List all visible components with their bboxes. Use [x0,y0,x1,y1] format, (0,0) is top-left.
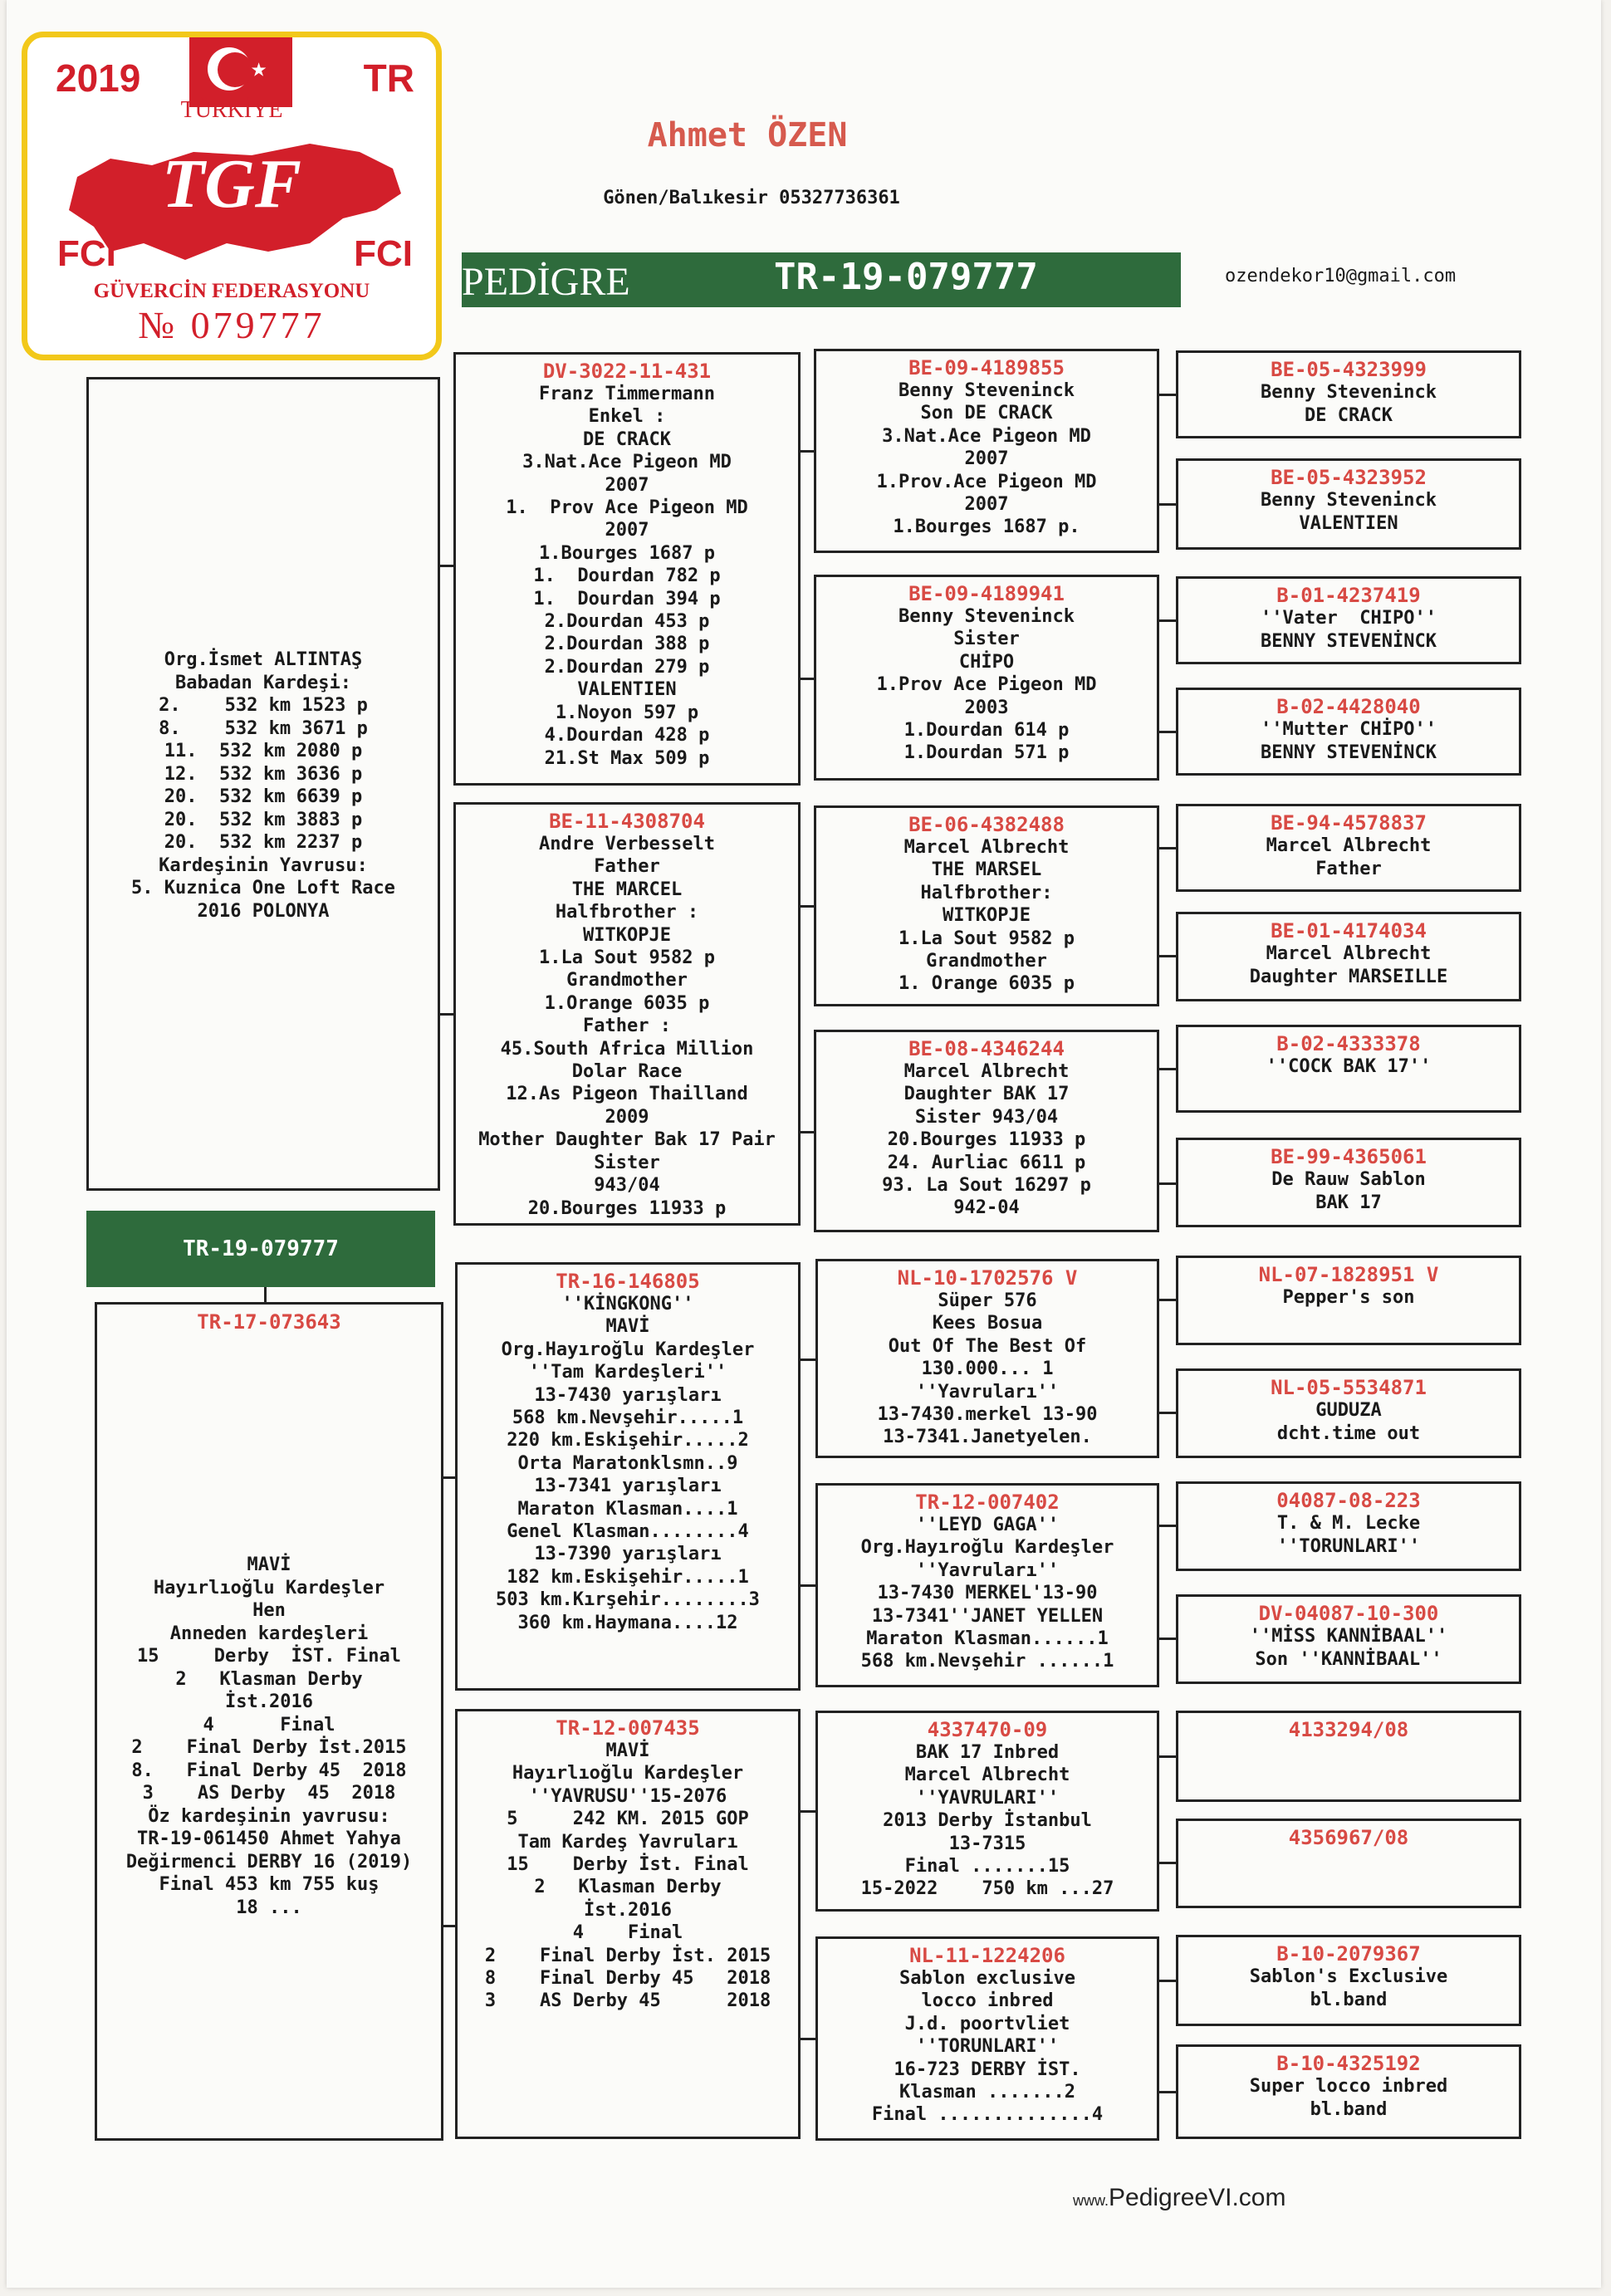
connector [440,565,455,567]
gen4-ring: BE-05-4323952 [1271,466,1427,489]
gen2-line: 220 km.Eskişehir.....2 [507,1430,749,1452]
gen2-line: 2 Klasman Derby [534,1877,722,1898]
footer-brand-name: PedigreeVI.com [1109,2184,1286,2211]
gen4-line: Benny Steveninck [1261,382,1437,403]
gen4-box-8 [1176,1256,1521,1345]
subject-info-line: 20. 532 km 6639 p [164,786,363,807]
subject-info-line: 11. 532 km 2080 p [164,741,363,761]
gen2-line: 1. Prov Ace Pigeon MD [506,497,748,519]
gen4-box-3 [1176,688,1521,776]
gen4-line: Father [1315,859,1382,879]
gen4-line: Marcel Albrecht [1266,835,1432,856]
gen2-ring: TR-12-007435 [556,1716,700,1740]
gen3-line: 13-7430 MERKEL'13-90 [877,1583,1098,1604]
gen4-box-4 [1176,804,1521,892]
gen3-line: Org.Hayıroğlu Kardeşler [860,1537,1114,1559]
gen2-line: Father [594,856,660,878]
gen3-line: 2007 [964,448,1009,470]
badge-year: 2019 [56,56,141,100]
connector [440,1013,455,1016]
gen2-line: 5 242 KM. 2015 GOP [507,1809,749,1830]
gen3-line: ''YAVRULARI'' [915,1787,1060,1809]
gen3-line: 13-7315 [948,1833,1026,1854]
gen2-box-1 [453,802,801,1226]
gen2-line: Hayırlıoğlu Kardeşler [512,1763,744,1784]
gen3-box-4 [815,1259,1159,1458]
gen2-line: 503 km.Kırşehir........3 [496,1589,760,1611]
gen3-line: locco inbred [921,1990,1054,2012]
gen3-line: ''LEYD GAGA'' [915,1515,1060,1535]
gen2-line: 45.South Africa Million [500,1038,754,1060]
gen3-line: 13-7341''JANET YELLEN [871,1605,1104,1627]
gen3-line: Final ..............4 [871,2104,1104,2126]
dam-line: İst.2016 [225,1691,313,1712]
gen3-box-3 [814,1030,1159,1232]
gen2-line: ''YAVRUSU''15-2076 [528,1785,727,1807]
gen2-line: 2007 [605,474,649,496]
gen3-line: 3.Nat.Ace Pigeon MD [882,425,1091,447]
gen4-ring: B-10-2079367 [1276,1942,1421,1966]
gen2-line: 2009 [605,1106,649,1128]
subject-info-line: 5. Kuznica One Loft Race [131,878,395,898]
gen2-line: Mother Daughter Bak 17 Pair [478,1129,776,1151]
gen2-line: MAVİ [605,1740,650,1761]
gen4-box-11 [1176,1594,1521,1684]
gen3-line: Sablon exclusive [899,1968,1075,1989]
dam-line: Hen [252,1600,286,1621]
gen2-line: 1.Bourges 1687 p [539,542,715,564]
gen3-line: 20.Bourges 11933 p [887,1129,1086,1151]
connector [801,1131,815,1133]
dam-line: Hayırlıoğlu Kardeşler [153,1577,385,1598]
connector [1159,1299,1176,1301]
gen4-line: BAK 17 [1315,1192,1382,1213]
gen4-line: Benny Steveninck [1261,490,1437,511]
gen4-box-15 [1176,2044,1521,2139]
gen2-line: 8 Final Derby 45 2018 [484,1968,771,1990]
gen3-line: 93. La Sout 16297 p [882,1175,1091,1197]
gen3-ring: BE-09-4189855 [908,356,1065,379]
connector [1159,1980,1176,1982]
gen2-line: Franz Timmermann [539,384,715,404]
gen2-line: ''Tam Kardeşleri'' [528,1362,727,1383]
gen4-ring: BE-01-4174034 [1271,919,1427,942]
gen2-line: Genel Klasman........4 [507,1521,749,1543]
gen3-line: Sister 943/04 [914,1106,1059,1128]
gen3-line: Marcel Albrecht [903,1061,1070,1082]
subject-info-line: Babadan Kardeşi: [175,672,351,693]
subject-info-line: 2016 POLONYA [197,900,330,922]
gen3-box-2 [814,805,1159,1006]
gen3-line: 1. Orange 6035 p [899,973,1075,995]
gen4-ring: DV-04087-10-300 [1258,1602,1439,1625]
gen3-ring: BE-09-4189941 [908,582,1065,605]
gen3-line: BAK 17 Inbred [915,1742,1060,1763]
connector [1159,619,1176,622]
gen3-line: Son DE CRACK [920,403,1053,424]
dam-line: Değirmenci DERBY 16 (2019) [125,1851,413,1873]
gen4-line: VALENTIEN [1299,513,1398,534]
gen4-ring: 04087-08-223 [1276,1489,1421,1512]
gen3-line: ''Yavruları'' [915,1559,1060,1581]
connector [801,678,815,680]
badge-country-code: TR [363,56,414,100]
dam-line: 4 Final [203,1714,335,1735]
subject-info-line: 20. 532 km 2237 p [164,832,363,853]
gen2-line: MAVİ [605,1316,650,1338]
gen3-box-6 [815,1711,1159,1912]
connector [1159,394,1176,396]
gen3-line: 2013 Derby İstanbul [883,1810,1092,1832]
gen4-ring: NL-07-1828951 V [1258,1263,1439,1286]
dam-line: 3 AS Derby 45 2018 [142,1783,396,1804]
gen2-line: İst.2016 [584,1899,672,1921]
gen3-line: Sister [953,629,1020,650]
dam-line: Final 453 km 755 kuş [159,1874,379,1895]
badge-fci-left: FCI [57,233,116,274]
gen3-line: 15-2022 750 km ...27 [860,1878,1114,1900]
gen4-line: ''MİSS KANNİBAAL'' [1249,1626,1448,1647]
gen4-line: GUDUZA [1315,1400,1382,1421]
dam-ring: TR-17-073643 [197,1310,341,1334]
dam-line: 2 Klasman Derby [175,1668,363,1690]
pedigree-ring: TR-19-079777 [774,256,1038,298]
gen4-line: Marcel Albrecht [1266,943,1432,964]
gen2-line: ''KİNGKONG'' [561,1294,694,1314]
gen3-line: 1.Prov Ace Pigeon MD [876,674,1097,696]
gen2-ring: BE-11-4308704 [549,810,705,833]
connector [1159,955,1176,957]
gen3-line: 130.000... 1 [921,1359,1054,1380]
gen2-line: 2.Dourdan 453 p [544,611,710,633]
gen4-line: dcht.time out [1276,1423,1421,1444]
gen2-line: Orta Maratonklsmn..9 [517,1452,738,1474]
gen2-line: Maraton Klasman....1 [517,1498,738,1520]
gen2-line: 2007 [605,520,649,541]
gen3-ring: BE-06-4382488 [908,813,1065,836]
gen2-ring: DV-3022-11-431 [542,360,712,383]
gen2-line: THE MARCEL [571,879,683,900]
gen2-line: Org.Hayıroğlu Kardeşler [501,1339,755,1360]
gen3-line: 2003 [964,697,1009,718]
gen4-ring: 4356967/08 [1288,1826,1409,1849]
gen3-line: 2007 [964,494,1009,516]
gen3-line: 1.Dourdan 614 p [903,720,1070,742]
gen3-ring: 4337470-09 [927,1718,1048,1741]
gen3-line: Marcel Albrecht [903,837,1070,858]
connector [1159,1182,1176,1185]
gen4-box-10 [1176,1481,1521,1571]
dam-box [95,1302,443,2141]
badge-federation: GÜVERCİN FEDERASYONU [93,280,370,302]
gen3-line: 1.Prov.Ace Pigeon MD [876,471,1097,492]
gen4-line: T. & M. Lecke [1276,1513,1421,1534]
subject-info-line: 20. 532 km 3883 p [164,809,363,830]
gen4-box-0 [1176,350,1521,438]
gen3-line: ''TORUNLARI'' [915,2036,1060,2058]
gen3-line: Final .......15 [904,1856,1070,1877]
gen4-line: DE CRACK [1305,405,1393,426]
gen2-line: 20.Bourges 11933 p [527,1197,727,1219]
gen3-line: 16-723 DERBY İST. [894,2059,1081,2080]
gen3-line: Benny Steveninck [899,380,1075,401]
connector [1159,1862,1176,1864]
connector [1159,1525,1176,1527]
connector [1159,1755,1176,1758]
gen2-line: DE CRACK [583,428,671,450]
dam-line: 8. Final Derby 45 2018 [131,1760,407,1781]
gen4-box-6 [1176,1025,1521,1113]
gen4-line: Sablon's Exclusive [1249,1966,1448,1987]
gen3-line: 1.Dourdan 571 p [903,742,1070,764]
dam-line: Anneden kardeşleri [169,1623,369,1644]
gen2-line: 568 km.Nevşehir.....1 [512,1407,744,1429]
connector [443,1925,457,1927]
gen3-line: 1.La Sout 9582 p [899,928,1075,949]
gen3-line: 24. Aurliac 6611 p [887,1152,1086,1173]
gen2-line: 13-7390 yarışları [534,1544,722,1565]
gen2-line: 3 AS Derby 45 2018 [484,1990,771,2012]
subject-info-line: 8. 532 km 3671 p [159,717,368,739]
gen4-ring: B-02-4333378 [1276,1032,1421,1055]
gen3-ring: NL-11-1224206 [909,1944,1065,1967]
gen3-line: CHİPO [958,651,1015,673]
owner-name: Ahmet ÖZEN [647,116,848,154]
gen2-line: Sister [594,1152,660,1173]
connector [264,1287,267,1304]
gen2-line: 13-7341 yarışları [534,1476,722,1497]
gen4-line: bl.band [1310,1990,1388,2010]
connector [1159,2091,1176,2093]
gen4-ring: BE-05-4323999 [1271,358,1427,381]
owner-location: Gönen/Balıkesir 05327736361 [603,188,900,208]
gen2-line: 4.Dourdan 428 p [544,725,710,747]
gen2-line: 3.Nat.Ace Pigeon MD [522,452,732,473]
gen4-box-12 [1176,1711,1521,1802]
gen2-line: 1.Noyon 597 p [555,702,699,723]
gen4-ring: 4133294/08 [1288,1718,1409,1741]
gen2-box-0 [453,352,801,786]
gen3-line: 13-7341.Janetyelen. [883,1427,1092,1448]
gen3-line: 568 km.Nevşehir ......1 [860,1651,1114,1672]
gen3-line: ''Yavruları'' [915,1381,1060,1403]
footer-www: www. [1073,2192,1109,2209]
subject-ring-bar: TR-19-079777 [86,1211,435,1287]
gen3-ring: NL-10-1702576 V [897,1266,1078,1290]
connector [1159,1068,1176,1070]
gen2-line: 182 km.Eskişehir.....1 [507,1566,749,1588]
badge-number: № 079777 [138,304,326,346]
gen3-ring: TR-12-007402 [915,1491,1060,1514]
gen4-ring: BE-99-4365061 [1271,1145,1427,1168]
gen4-ring: B-02-4428040 [1276,695,1421,718]
gen3-line: 13-7430.merkel 13-90 [877,1404,1098,1426]
gen2-ring: TR-16-146805 [556,1270,700,1293]
gen3-box-7 [815,1936,1159,2141]
gen3-line: Marcel Albrecht [904,1765,1070,1786]
subject-info-line: 2. 532 km 1523 p [159,695,368,716]
gen4-line: Pepper's son [1282,1287,1415,1308]
gen2-line: 943/04 [594,1175,660,1197]
gen2-line: Halfbrother : [555,902,699,923]
gen2-box-3 [455,1709,801,2139]
gen4-line: ''Mutter CHİPO'' [1261,719,1437,740]
gen2-line: Tam Kardeş Yavruları [517,1831,738,1853]
gen4-ring: B-01-4237419 [1276,584,1421,607]
gen3-line: 1.Bourges 1687 p. [893,516,1080,538]
subject-info-line: 12. 532 km 3636 p [164,763,363,785]
gen4-box-1 [1176,458,1521,550]
gen3-line: Süper 576 [938,1290,1037,1311]
gen4-box-14 [1176,1935,1521,2026]
dam-line: Öz kardeşinin yavrusu: [148,1805,390,1827]
gen2-line: WITKOPJE [583,924,671,946]
gen4-line: BENNY STEVENİNCK [1261,631,1437,652]
gen2-line: 1. Dourdan 782 p [533,565,721,587]
connector [801,905,815,908]
gen4-ring: B-10-4325192 [1276,2052,1421,2075]
gen4-line: bl.band [1310,2099,1388,2120]
subject-info-box [86,377,440,1191]
gen2-line: 1. Dourdan 394 p [533,588,721,609]
gen4-line: ''Vater CHIPO'' [1261,608,1437,629]
gen3-line: Daughter BAK 17 [903,1084,1070,1105]
gen3-line: Grandmother [926,951,1047,972]
gen2-line: 15 Derby İst. Final [507,1854,749,1876]
gen3-box-0 [814,349,1159,553]
badge-logo-text: TGF [162,145,301,223]
connector [801,450,815,453]
gen2-line: 21.St Max 509 p [544,747,710,769]
footer-brand[interactable] [1073,2184,1285,2212]
gen4-box-2 [1176,576,1521,664]
dam-line: 15 Derby İST. Final [137,1646,401,1667]
gen4-ring: BE-94-4578837 [1271,811,1427,835]
gen4-box-5 [1176,912,1521,1001]
gen2-line: 2.Dourdan 279 p [544,656,710,678]
gen2-line: VALENTIEN [577,679,677,701]
connector [1159,1638,1176,1640]
connector [801,1810,815,1813]
gen4-line: De Rauw Sablon [1271,1169,1426,1190]
dam-line: MAVİ [247,1554,291,1575]
subject-info-line: Org.İsmet ALTINTAŞ [164,649,363,670]
gen4-line: ''TORUNLARI'' [1276,1536,1421,1557]
gen4-box-9 [1176,1368,1521,1458]
gen4-line: Daughter MARSEILLE [1249,967,1448,987]
gen3-box-5 [815,1483,1159,1687]
connector [1159,503,1176,506]
gen3-line: THE MARSEL [931,859,1042,881]
gen2-line: 1.Orange 6035 p [544,992,710,1014]
gen3-line: Maraton Klasman......1 [866,1628,1109,1650]
gen4-box-13 [1176,1819,1521,1908]
gen2-line: Father : [583,1016,671,1037]
pedigree-word: PEDİGRE [462,260,630,304]
badge-country: TÜRKİYE [180,97,283,123]
connector [1159,1412,1176,1414]
pedigree-title-bar [462,252,1181,307]
gen4-line: Super locco inbred [1249,2076,1448,2097]
connector [1159,731,1176,733]
federation-badge [22,32,442,360]
gen3-line: Klasman .......2 [899,2082,1075,2103]
owner-email[interactable]: ozendekor10@gmail.com [1225,266,1457,286]
gen2-line: Dolar Race [571,1061,683,1083]
gen4-ring: NL-05-5534871 [1271,1376,1427,1399]
gen3-line: J.d. poortvliet [904,2013,1070,2034]
gen3-line: WITKOPJE [943,905,1031,927]
gen4-line: ''COCK BAK 17'' [1266,1056,1432,1077]
gen2-line: 1.La Sout 9582 p [539,947,715,969]
gen2-line: 2 Final Derby İst. 2015 [484,1945,771,1966]
connector [801,1584,815,1587]
connector [443,1476,457,1479]
gen2-line: Andre Verbesselt [539,834,715,854]
gen3-line: Kees Bosua [932,1313,1043,1334]
gen3-box-1 [814,575,1159,781]
dam-line: 18 ... [236,1897,302,1918]
connector [801,2038,815,2040]
turkish-flag-icon: ★ [189,34,292,107]
gen3-ring: BE-08-4346244 [908,1037,1065,1060]
gen2-box-2 [455,1262,801,1691]
gen2-line: 2.Dourdan 388 p [544,634,710,655]
gen4-box-7 [1176,1138,1521,1227]
gen3-line: 942-04 [953,1197,1020,1219]
gen2-line: 4 Final [572,1922,683,1944]
gen4-line: BENNY STEVENİNCK [1261,742,1437,763]
gen2-line: Grandmother [566,970,688,991]
badge-fci-right: FCI [354,233,413,274]
connector [801,1359,815,1361]
gen2-line: 12.As Pigeon Thailland [506,1084,748,1105]
gen3-line: Benny Steveninck [899,606,1075,627]
gen3-line: Halfbrother: [920,882,1053,903]
gen3-line: Out Of The Best Of [888,1335,1087,1357]
gen2-line: 13-7430 yarışları [534,1384,722,1406]
subject-info-line: Kardeşinin Yavrusu: [159,854,368,876]
gen2-line: Enkel : [588,406,666,428]
gen4-line: Son ''KANNİBAAL'' [1255,1649,1442,1670]
dam-line: TR-19-061450 Ahmet Yahya [137,1828,401,1849]
dam-line: 2 Final Derby İst.2015 [131,1737,407,1758]
connector [1159,847,1176,849]
gen2-line: 360 km.Haymana....12 [517,1612,738,1633]
